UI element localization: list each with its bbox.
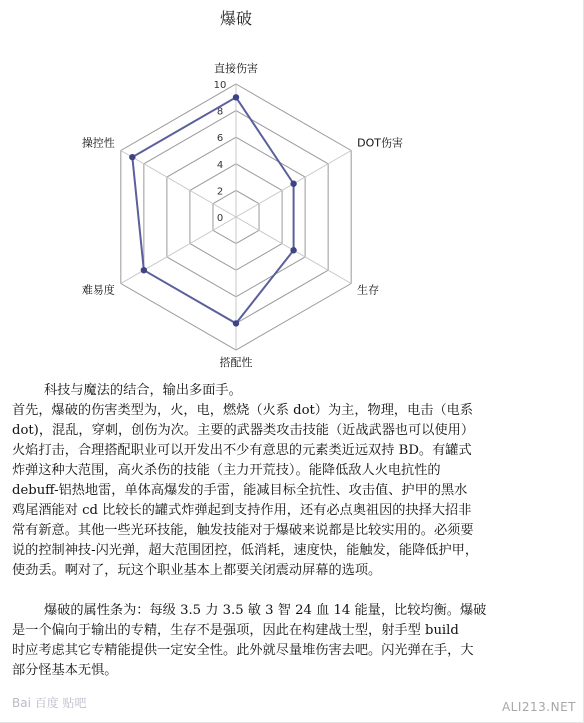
category-label: 难易度: [81, 283, 115, 297]
category-label: 生存: [357, 283, 380, 297]
para2-line: 时应考虑其它专精能提供一定安全性。此外就尽量堆伤害去吧。闪光弹在手，大: [12, 643, 474, 658]
para1-line: 火焰打击，合理搭配职业可以开发出不少有意思的元素类近远双持 BD。有罐式: [12, 443, 472, 458]
tick-label: 10: [213, 80, 227, 91]
para2-line: 是一个偏向于输出的专精，生存不是强项，因此在构建战士型，射手型 build: [12, 623, 459, 638]
category-label: 操控性: [81, 136, 115, 150]
tick-label: 8: [216, 106, 224, 118]
para1-line: 首先，爆破的伤害类型为，火，电，燃烧（火系 dot）为主，物理，电击（电系: [12, 403, 474, 418]
data-point: [233, 94, 239, 100]
data-point: [141, 267, 147, 273]
para1-line: 炸弹这种大范围，高火杀伤的技能（主力开荒技）。能降低敌人火电抗性的: [12, 463, 441, 478]
category-label: 搭配性: [219, 356, 253, 369]
data-point: [129, 154, 135, 160]
category-label: 直接伤害: [214, 62, 258, 75]
axis-spoke: [121, 217, 236, 284]
tick-label: 6: [216, 133, 224, 145]
tick-label: 2: [216, 186, 224, 198]
para1-line: 说的控制神技-闪光弹，超大范围团控，低消耗，速度快，能触发，能降低护甲，: [12, 543, 479, 558]
tick-label: 0: [216, 213, 224, 224]
intro-line: 科技与魔法的结合，输出多面手。: [44, 383, 242, 398]
para1-line: dot)，混乱，穿刺，创伤为次。主要的武器类攻击技能（近战武器也可以使用）: [12, 423, 475, 438]
data-point: [233, 320, 239, 326]
tick-label: 4: [216, 159, 224, 171]
para1-line: 鸡尾酒能对 cd 比较长的罐式炸弹起到支持作用，还有必点奥祖因的抉择大招非: [12, 503, 472, 518]
para1-line: 使劲丢。啊对了，玩这个职业基本上都要关闭震动屏幕的选项。: [12, 563, 382, 578]
chart-title: 爆破: [219, 9, 253, 28]
data-point: [290, 247, 296, 253]
para1-line: debuff-铝热地雷，单体高爆发的手雷，能减目标全抗性、攻击值、护甲的黑水: [12, 483, 468, 498]
data-point: [290, 181, 296, 187]
category-label: DOT伤害: [357, 136, 404, 150]
ali213-watermark: ALI213.NET: [501, 700, 576, 714]
para2-line: 爆破的属性条为：每级 3.5 力 3.5 敏 3 智 24 血 14 能量，比较均衡。爆破: [44, 603, 487, 618]
para1-line: 常有新意。其他一些光环技能，触发技能对于爆破来说都是比较实用的。必须要: [12, 523, 474, 538]
para2-line: 部分怪基本无惧。: [12, 663, 118, 678]
baidu-tieba-watermark: Bai 百度 贴吧: [12, 696, 87, 710]
